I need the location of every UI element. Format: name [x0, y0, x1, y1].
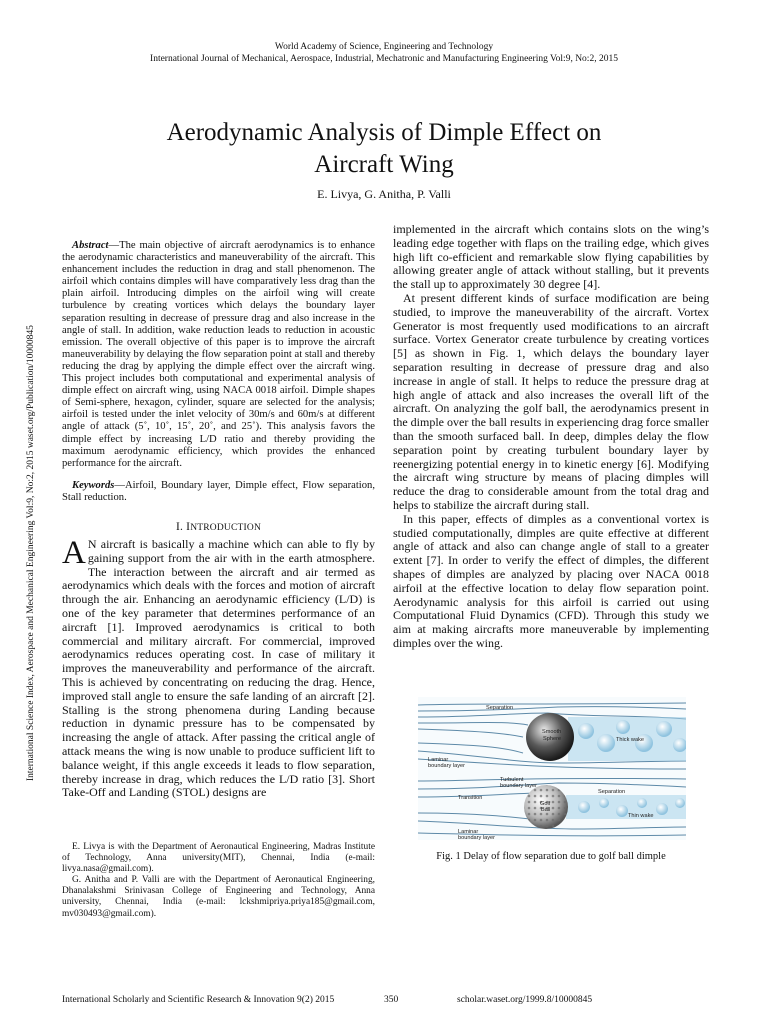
intro-paragraph-1-continued: implemented in the aircraft which contains slots on the wing’s leading edge together with flaps on the trailing edge, which gives high lift co-efficient and remarkable slow flying capabilities by allowing greater angle of attack without stalling, but it prevents the stall up to approximately 30 degree [4]. — [393, 222, 709, 292]
abstract-dash: — — [108, 240, 120, 251]
label-laminar-bottom: Laminar — [458, 829, 479, 835]
label-transition: Transition — [458, 795, 483, 801]
label-sphere: Sphere — [543, 736, 562, 742]
abstract-text: The main objective of aircraft aerodynamics is to enhance the aerodynamic characteristics and maneuverability of the aircraft. This enhancement includes the reduction in drag and stall phenomenon. The airfoil which contains dimples will have comparatively less drag than the plain airfoil. Introducing dimples on the airfoil wing will create turbulence by creating vortices which delays the boundary layer separation resulting in decrease of pressure drag and also increase in the angle of stall. In addition, wake reduction leads to reduction in acoustic emission. The overall objective of this paper is to improve the aircraft maneuverability by delaying the flow separation point at stall and thereby reducing the drag by applying the dimple effect over the aircraft wing. This project includes both computational and experimental analysis of dimple effect on aircraft wing, using NACA 0018 airfoil. Dimple shapes of Semi-sphere, hexagon, cylinder, square are selected for the analysis; airfoil is tested under the inlet velocity of 30m/s and 60m/s at different angle of attack (5˚, 10˚, 15˚, 20˚, and 25˚). This analysis favors the dimple effect by increasing L/D ratio and thereby providing the maximum aerodynamic efficiency, which provides the enhanced performance for the aircraft. — [62, 240, 375, 469]
journal-header-line1: World Academy of Science, Engineering and Technology — [274, 42, 494, 52]
label-laminar-top: Laminar — [428, 757, 449, 763]
footer-url: scholar.waset.org/1999.8/10000845 — [457, 995, 593, 1005]
label-separation-bottom: Separation — [598, 789, 626, 795]
abstract-label: Abstract — [72, 240, 109, 251]
drop-cap: A — [62, 534, 86, 571]
section-title-first: I — [186, 520, 191, 533]
side-index-text: International Science Index, Aerospace and Mechanical Engineering Vol:9, No:2, 2015 waset.org/Publication/10000845 — [26, 325, 36, 781]
label-thin-wake: Thin wake — [628, 813, 654, 819]
label-smooth: Smooth — [542, 729, 562, 735]
intro-paragraph-3: In this paper, effects of dimples as a conventional vortex is studied computationally, dimples are quite effective at different angle of attack and also can change angle of stall to a greater extent [7]. In order to verify the effect of dimples, the different shapes of dimples are analyzed by placing over NACA 0018 airfoil at the effective location to delay flow separation point. Aerodynamic analysis for this airfoil is carried out using Computational Fluid Dynamics (CFD). Through this study we aim at making aircrafts more maneuverable by implementing dimples over the wing. — [393, 511, 709, 650]
keywords — [62, 480, 375, 504]
golf-ball-figure — [418, 697, 686, 840]
figure-caption: Fig. 1 Delay of flow separation due to golf ball dimple — [436, 851, 666, 862]
label-turbulent: Turbulent — [500, 777, 524, 783]
footnote-1: E. Livya is with the Department of Aeronautical Engineering, Madras Institute of Technology, Anna university(MIT), Chennai, India (e-mail: livya.nasa@gmail.com). — [62, 842, 375, 875]
abstract — [62, 240, 375, 470]
title-line-2: Aircraft Wing — [314, 151, 454, 178]
label-thick-wake: Thick wake — [616, 737, 644, 743]
label-ball: Ball — [541, 807, 551, 813]
section-heading-introduction — [62, 521, 375, 533]
label-laminar-top-2: boundary layer — [428, 763, 466, 769]
footer-publisher: International Scholarly and Scientific Research & Innovation 9(2) 2015 — [62, 995, 335, 1005]
intro-paragraph-1 — [62, 534, 375, 800]
title-line-1: Aerodynamic Analysis of Dimple Effect on — [166, 119, 602, 146]
journal-header-line2: International Journal of Mechanical, Aerospace, Industrial, Mechatronic and Manufacturing Engineering Vol:9, No:2, 2015 — [150, 54, 618, 64]
label-laminar-bottom-2: boundary layer — [458, 835, 496, 840]
paper-authors: E. Livya, G. Anitha, P. Valli — [317, 187, 451, 201]
keywords-text: Airfoil, Boundary layer, Dimple effect, Flow separation, Stall reduction. — [62, 479, 375, 503]
label-turbulent-2: boundary layer — [500, 783, 538, 789]
intro-paragraph-1-text: N aircraft is basically a machine which can able to fly by gaining support from the air with in the earth atmosphere. The interaction between the aircraft and air termed as aerodynamics which deals with the forces and motion of aircraft through the air. Enhancing an aerodynamic efficiency (L/D) is one of the key parameter that determines performance of an aircraft [1]. Improved aerodynamics is critical to both commercial and military aircraft. For commercial, improved aerodynamics reduces operating cost. In case of military it improves the maneuverability and performance of the aircraft. This is achieved by concentrating on reducing the drag. Hence, improved stall angle to ensure the safe landing of an aircraft [2]. Stalling is the strong phenomena during Landing because reduction in dynamic pressure has to be compensated by increasing the angle of attack. After passing the critical angle of attack means the wing is now unable to produce sufficient lift to balance weight, if this angle exceeds it leads to flow separation, thereby increase in drag, which reduces the L/D ratio [3]. Short Take-Off and Landing (STOL) designs are — [62, 536, 375, 800]
label-golf: Golf — [540, 801, 551, 807]
left-column — [62, 240, 375, 800]
section-title-rest: NTRODUCTION — [190, 522, 262, 533]
keywords-dash: — — [114, 479, 125, 491]
right-column — [393, 223, 709, 651]
paper-title — [0, 117, 768, 181]
author-footnotes — [62, 842, 375, 920]
section-numeral: I. — [175, 520, 187, 533]
footer-page-number: 350 — [384, 995, 399, 1005]
label-separation-top: Separation — [486, 705, 514, 711]
footnote-2: G. Anitha and P. Valli are with the Department of Aeronautical Engineering, Dhanalakshmi Srinivasan College of Engineering and Technology, Anna university, Chennai, India (e-mail: lckshmipriya.priya185@gmail.com, mv030493@gmail.com). — [62, 875, 375, 919]
keywords-label: Keywords — [72, 479, 115, 491]
intro-paragraph-2: At present different kinds of surface modification are being studied, to improve the maneuverability of the aircraft. Vortex Generator is most frequently used modifications to an aircraft surface. Vortex Generator create turbulence by creating vortices [5] as shown in Fig. 1, which delays the boundary layer separation resulting in decrease of pressure drag and also increase in angle of stall. It helps to reduce the pressure drag at high angle of attack and also increases the overall lift of the aircraft. On analyzing the golf ball, the aerodynamics present in the dimple over the ball results in experiencing drag force smaller than the smooth surfaced ball. In deep, dimples delay the flow separation point by creating turbulent boundary layer by reenergizing potential energy in to kinetic energy [6]. Modifying the aircraft wing structure by means of placing dimples will reduce the drag to considerable amount from the total drag and helps to stabilize the aircraft during stall. — [393, 290, 709, 512]
